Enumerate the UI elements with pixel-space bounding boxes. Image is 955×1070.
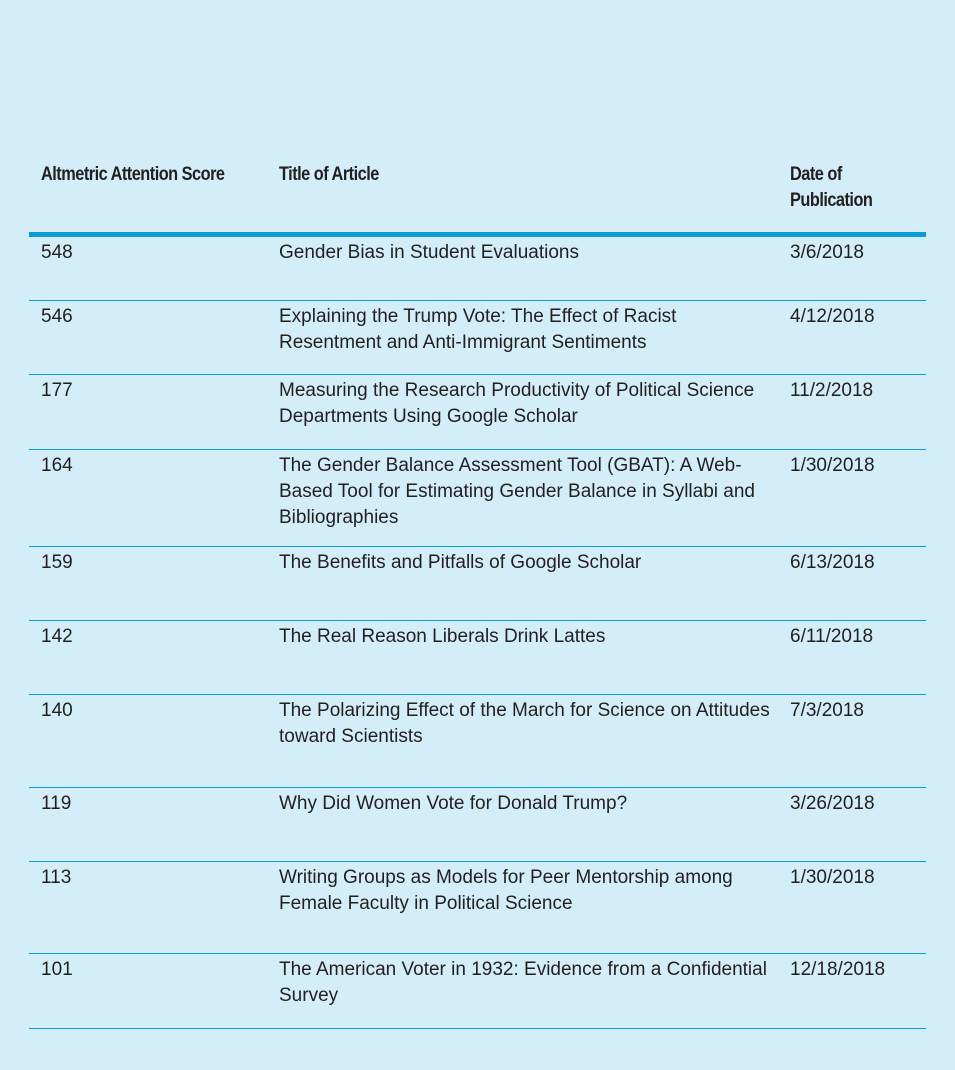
score-cell: 159 xyxy=(41,552,73,573)
date-cell: 6/11/2018 xyxy=(790,626,874,647)
date-cell: 3/26/2018 xyxy=(790,793,875,814)
title-cell: Writing Groups as Models for Peer Mentorship among Female Faculty in Political Science xyxy=(279,867,733,914)
date-cell: 4/12/2018 xyxy=(790,306,875,327)
header-date xyxy=(790,162,872,214)
title-cell: Why Did Women Vote for Donald Trump? xyxy=(279,793,628,814)
title-cell: The Real Reason Liberals Drink Lattes xyxy=(279,626,606,647)
header-date-line2: Publication xyxy=(790,190,873,211)
title-cell: The Benefits and Pitfalls of Google Scholar xyxy=(279,552,642,573)
score-cell: 142 xyxy=(41,626,73,647)
date-cell: 7/3/2018 xyxy=(790,700,864,721)
date-cell: 1/30/2018 xyxy=(790,867,875,888)
title-cell: The Polarizing Effect of the March for Science on Attitudes toward Scientists xyxy=(279,700,770,747)
score-cell: 548 xyxy=(41,242,73,263)
date-cell: 11/2/2018 xyxy=(790,380,874,401)
table-row xyxy=(29,695,926,788)
score-cell: 101 xyxy=(41,959,73,980)
score-cell: 164 xyxy=(41,455,73,476)
table-row xyxy=(29,621,926,695)
table-row xyxy=(29,450,926,547)
table-header-row xyxy=(29,0,926,237)
score-cell: 113 xyxy=(41,867,72,888)
table-row xyxy=(29,547,926,621)
score-cell: 119 xyxy=(41,793,72,814)
title-cell: The American Voter in 1932: Evidence from a Confidential Survey xyxy=(279,959,767,1006)
title-cell: Gender Bias in Student Evaluations xyxy=(279,242,579,263)
table-row xyxy=(29,237,926,301)
score-cell: 140 xyxy=(41,700,73,721)
title-cell: Explaining the Trump Vote: The Effect of Racist Resentment and Anti-Immigrant Sentiments xyxy=(279,306,677,353)
date-cell: 6/13/2018 xyxy=(790,552,875,573)
date-cell: 12/18/2018 xyxy=(790,959,886,980)
table-row xyxy=(29,862,926,954)
score-cell: 177 xyxy=(41,380,73,401)
table-row xyxy=(29,954,926,1029)
date-cell: 1/30/2018 xyxy=(790,455,875,476)
header-date-line1: Date of xyxy=(790,164,842,185)
table-row xyxy=(29,375,926,450)
header-score: Altmetric Attention Score xyxy=(41,164,225,185)
title-cell: The Gender Balance Assessment Tool (GBAT): A Web-Based Tool for Estimating Gender Balance in Syllabi and Bibliographies xyxy=(279,455,755,528)
table-row xyxy=(29,788,926,862)
date-cell: 3/6/2018 xyxy=(790,242,864,263)
score-cell: 546 xyxy=(41,306,73,327)
table-row xyxy=(29,301,926,375)
title-cell: Measuring the Research Productivity of Political Science Departments Using Google Scholar xyxy=(279,380,755,427)
header-title: Title of Article xyxy=(279,164,379,185)
